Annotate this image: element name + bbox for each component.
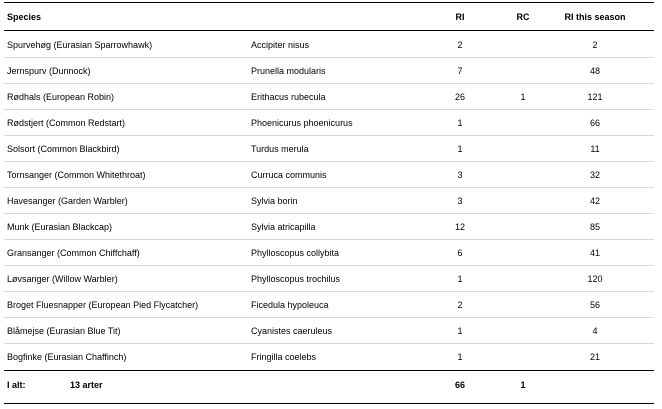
header-ri: RI [455,12,465,22]
table-row [0,240,662,266]
table-row [0,344,662,370]
ri-value: 7 [457,66,463,76]
ri-value: 3 [457,170,463,180]
species-name: Spurvehøg (Eurasian Sparrowhawk) [7,40,153,50]
rc-value [503,272,543,286]
species-name: Jernspurv (Dunnock) [7,66,91,76]
header-rc: RC [516,12,530,22]
ri-value: 2 [457,40,463,50]
latin-name: Erithacus rubecula [251,92,326,102]
ri-season-value: 85 [589,222,600,232]
ri-season-value: 42 [589,196,600,206]
header-ri-this-season: RI this season [564,12,626,22]
species-name: Gransanger (Common Chiffchaff) [7,248,140,258]
latin-name: Curruca communis [251,170,327,180]
ri-season-value: 11 [590,144,600,154]
table-row [0,214,662,240]
ri-season-value: 66 [589,118,600,128]
species-name: Havesanger (Garden Warbler) [7,196,128,206]
latin-name: Fringilla coelebs [251,352,317,362]
ri-season-value: 21 [589,352,600,362]
ri-value: 26 [454,92,465,102]
ri-season-value: 2 [592,40,598,50]
rc-value [503,168,543,182]
total-rule [4,370,654,371]
table-bottom-rule [4,403,654,404]
ri-season-value: 32 [589,170,600,180]
rc-value: 1 [520,92,526,102]
ri-value: 12 [454,222,465,232]
total-ri: 66 [454,380,465,390]
rc-value [503,142,543,156]
ri-season-value: 4 [592,326,598,336]
table-row [0,136,662,162]
latin-name: Cyanistes caeruleus [251,326,333,336]
latin-name: Sylvia borin [251,196,298,206]
species-name: Bogfinke (Eurasian Chaffinch) [7,352,127,362]
ri-season-value: 120 [587,274,603,284]
species-name: Løvsanger (Willow Warbler) [7,274,118,284]
species-name: Solsort (Common Blackbird) [7,144,120,154]
table-row [0,188,662,214]
ri-value: 1 [457,144,463,154]
ri-season-value: 48 [589,66,600,76]
latin-name: Phoenicurus phoenicurus [251,118,353,128]
latin-name: Ficedula hypoleuca [251,300,329,310]
ri-value: 1 [457,326,463,336]
rc-value [503,64,543,78]
ri-season-value: 56 [589,300,600,310]
species-name: Rødstjert (Common Redstart) [7,118,126,128]
latin-name: Phylloscopus collybita [251,248,340,258]
rc-value [503,350,543,364]
total-rc: 1 [520,380,526,390]
ri-value: 1 [457,352,463,362]
table-row [0,162,662,188]
ri-value: 3 [457,196,463,206]
ri-season-value: 41 [589,248,600,258]
ri-value: 1 [457,118,463,128]
header-rule [4,30,654,31]
rc-value [503,220,543,234]
header-species: Species [7,12,42,22]
rc-value [503,194,543,208]
latin-name: Prunella modularis [251,66,326,76]
total-species-count: 13 arter [70,380,103,390]
rc-value [503,298,543,312]
species-name: Rødhals (European Robin) [7,92,115,102]
table-row [0,292,662,318]
rc-value [503,324,543,338]
total-label: I alt: [7,380,26,390]
latin-name: Accipiter nisus [251,40,310,50]
species-name: Tornsanger (Common Whitethroat) [7,170,146,180]
ri-value: 1 [457,274,463,284]
latin-name: Phylloscopus trochilus [251,274,341,284]
species-name: Broget Fluesnapper (European Pied Flycatcher) [7,300,199,310]
species-name: Blåmejse (Eurasian Blue Tit) [7,326,121,336]
ri-value: 6 [457,248,463,258]
ri-value: 2 [457,300,463,310]
latin-name: Sylvia atricapilla [251,222,316,232]
ri-season-value: 121 [587,92,603,102]
table-top-rule [4,2,654,3]
rc-value [503,38,543,52]
table-row [0,58,662,84]
table-row [0,318,662,344]
latin-name: Turdus merula [251,144,309,154]
table-row [0,32,662,58]
table-row [0,110,662,136]
table-row [0,266,662,292]
species-name: Munk (Eurasian Blackcap) [7,222,113,232]
table-row [0,84,662,110]
rc-value [503,116,543,130]
rc-value [503,246,543,260]
